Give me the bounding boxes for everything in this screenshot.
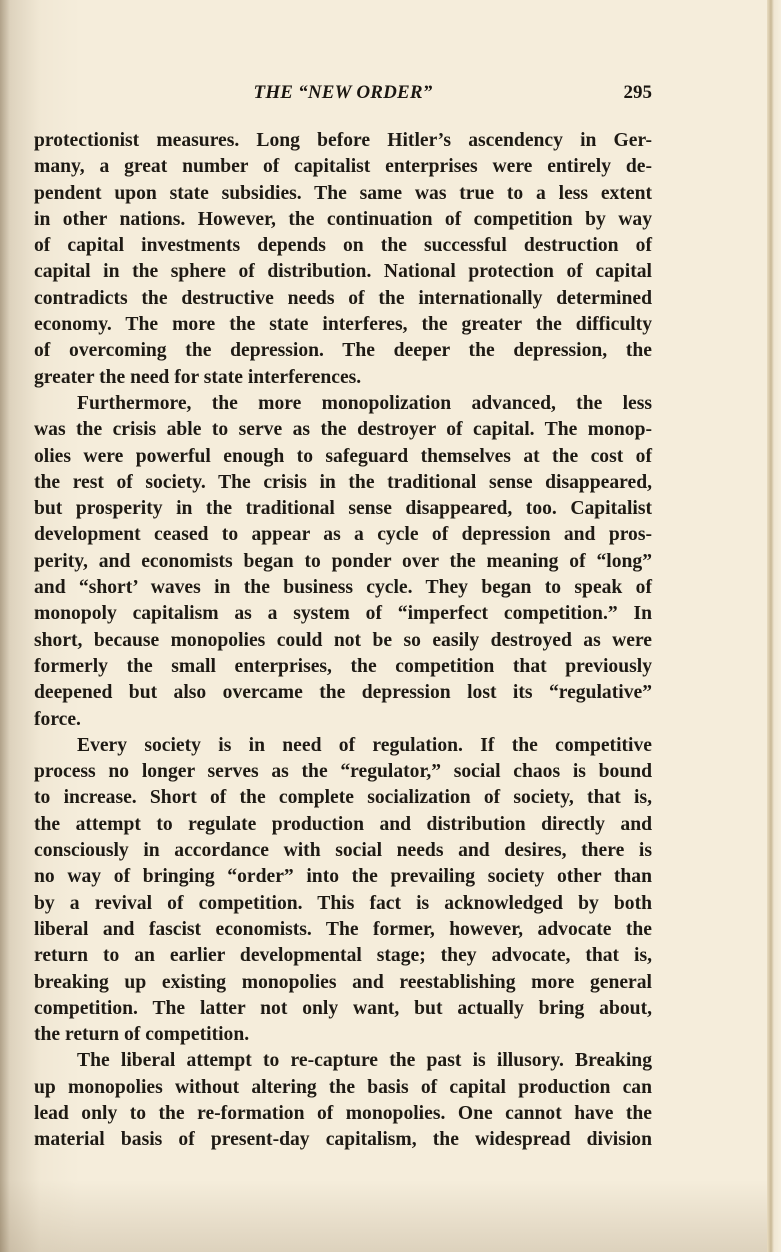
text-line: breaking up existing monopolies and reestablishing more general xyxy=(34,971,652,993)
paragraph xyxy=(34,128,652,391)
text-line: return to an earlier developmental stage; they advocate, that is, xyxy=(34,945,652,967)
text-line: Every society is in need of regulation. If the competitive xyxy=(77,734,652,756)
page-number: 295 xyxy=(623,82,652,103)
text-line: in other nations. However, the continuation of competition by way xyxy=(34,208,652,230)
paragraph xyxy=(34,391,652,733)
text-line: Furthermore, the more monopolization advanced, the less xyxy=(77,392,652,414)
text-line: of overcoming the depression. The deeper the depression, the xyxy=(34,340,652,362)
text-line: lead only to the re-formation of monopolies. One cannot have the xyxy=(34,1102,652,1124)
text-line: and “short’ waves in the business cycle. They began to speak of xyxy=(34,577,652,599)
paragraph xyxy=(34,733,652,1049)
text-line: but prosperity in the traditional sense disappeared, too. Capitalist xyxy=(34,498,652,520)
text-line: the attempt to regulate production and distribution directly and xyxy=(34,813,652,835)
text-line: the rest of society. The crisis in the traditional sense disappeared, xyxy=(34,471,652,493)
text-line: the return of competition. xyxy=(34,1024,250,1046)
text-line: development ceased to appear as a cycle of depression and pros- xyxy=(34,524,652,546)
text-line: many, a great number of capitalist enterprises were entirely de- xyxy=(34,156,652,178)
text-line: to increase. Short of the complete socialization of society, that is, xyxy=(34,787,652,809)
text-line: force. xyxy=(34,708,81,730)
text-line: by a revival of competition. This fact is acknowledged by both xyxy=(34,892,652,914)
text-line: economy. The more the state interferes, the greater the difficulty xyxy=(34,314,652,336)
text-line: deepened but also overcame the depression lost its “regulative” xyxy=(34,682,652,704)
text-line: capital in the sphere of distribution. National protection of capital xyxy=(34,261,652,283)
text-line: perity, and economists began to ponder over the meaning of “long” xyxy=(34,550,652,572)
text-line: pendent upon state subsidies. The same was true to a less extent xyxy=(34,182,652,204)
text-line: was the crisis able to serve as the destroyer of capital. The monop- xyxy=(34,419,652,441)
text-line: liberal and fascist economists. The former, however, advocate the xyxy=(34,918,652,940)
text-line: competition. The latter not only want, but actually bring about, xyxy=(34,997,652,1019)
text-line: contradicts the destructive needs of the internationally determined xyxy=(34,287,652,309)
text-line: olies were powerful enough to safeguard themselves at the cost of xyxy=(34,445,652,467)
text-line: of capital investments depends on the successful destruction of xyxy=(34,235,652,257)
text-line: protectionist measures. Long before Hitler’s ascendency in Ger- xyxy=(34,130,652,151)
text-line: consciously in accordance with social needs and desires, there is xyxy=(34,840,652,862)
page-header xyxy=(34,82,652,110)
text-line: process no longer serves as the “regulator,” social chaos is bound xyxy=(34,761,652,783)
paragraph xyxy=(34,1048,652,1153)
page-edge xyxy=(767,0,781,1252)
text-line: greater the need for state interferences. xyxy=(34,366,362,388)
text-line: no way of bringing “order” into the prevailing society other than xyxy=(34,866,652,888)
text-line: monopoly capitalism as a system of “imperfect competition.” In xyxy=(34,603,652,625)
running-title: THE “NEW ORDER” xyxy=(253,82,433,103)
text-line: up monopolies without altering the basis of capital production can xyxy=(34,1076,652,1098)
body-text xyxy=(34,128,652,1154)
text-line: formerly the small enterprises, the competition that previously xyxy=(34,655,652,677)
text-line: The liberal attempt to re-capture the past is illusory. Breaking xyxy=(77,1050,652,1072)
text-line: short, because monopolies could not be so easily destroyed as were xyxy=(34,629,652,651)
text-line: material basis of present-day capitalism, the widespread division xyxy=(34,1129,652,1151)
